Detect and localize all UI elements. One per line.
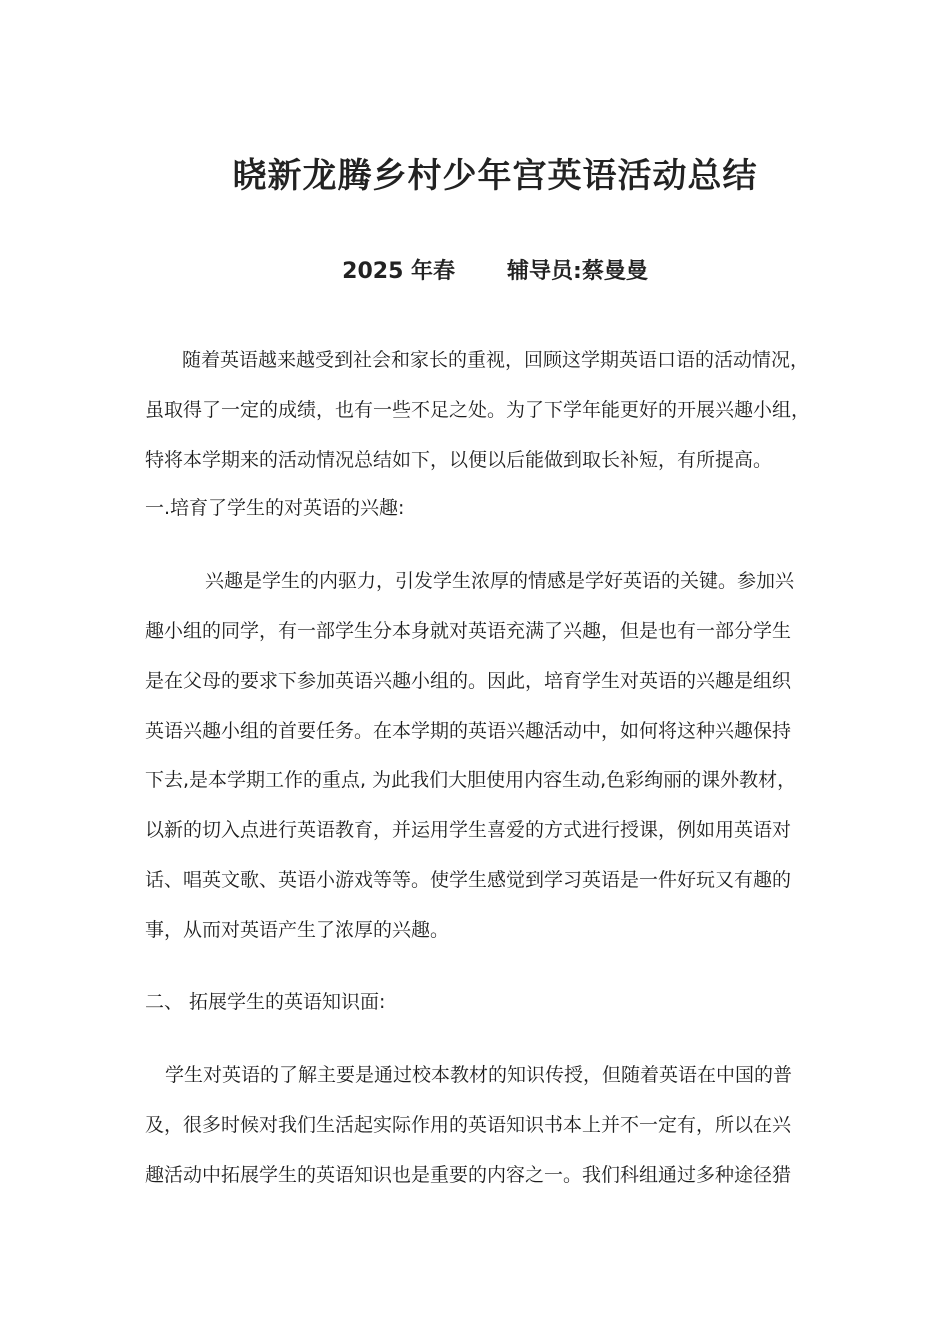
section2-line-1: 学生对英语的了解主要是通过校本教材的知识传授，但随着英语在中国的普	[165, 1064, 793, 1086]
section1-line-1: 兴趣是学生的内驱力，引发学生浓厚的情感是学好英语的关键。参加兴	[205, 570, 795, 592]
document-subtitle	[0, 254, 950, 285]
section2-heading: 二、 拓展学生的英语知识面:	[145, 991, 386, 1013]
section1-line-4: 英语兴趣小组的首要任务。在本学期的英语兴趣活动中，如何将这种兴趣保持	[145, 720, 792, 742]
section2-line-3: 趣活动中拓展学生的英语知识也是重要的内容之一。我们科组通过多种途径猎	[145, 1164, 792, 1186]
subtitle-instructor: 辅导员:蔡曼曼	[507, 259, 648, 284]
section1-heading: 一.培育了学生的对英语的兴趣:	[145, 497, 405, 519]
intro-line-3: 特将本学期来的活动情况总结如下，以便以后能做到取长补短，有所提高。	[145, 449, 773, 471]
section1-line-8: 事，从而对英语产生了浓厚的兴趣。	[145, 919, 450, 941]
subtitle-season: 2025 年春	[342, 259, 456, 284]
section1-line-2: 趣小组的同学，有一部学生分本身就对英语充满了兴趣，但是也有一部分学生	[145, 620, 792, 642]
intro-line-1: 随着英语越来越受到社会和家长的重视，回顾这学期英语口语的活动情况，	[182, 349, 810, 371]
section1-line-5: 下去,是本学期工作的重点, 为此我们大胆使用内容生动,色彩绚丽的课外教材，	[145, 769, 797, 791]
document-title: 晓新龙腾乡村少年宫英语活动总结	[232, 156, 758, 196]
section1-line-3: 是在父母的要求下参加英语兴趣小组的。因此，培育学生对英语的兴趣是组织	[145, 670, 792, 692]
section2-line-2: 及，很多时候对我们生活起实际作用的英语知识书本上并不一定有，所以在兴	[145, 1114, 792, 1136]
intro-line-2: 虽取得了一定的成绩，也有一些不足之处。为了下学年能更好的开展兴趣小组，	[145, 399, 811, 421]
section1-line-6: 以新的切入点进行英语教育，并运用学生喜爱的方式进行授课，例如用英语对	[145, 819, 792, 841]
section1-line-7: 话、唱英文歌、英语小游戏等等。使学生感觉到学习英语是一件好玩又有趣的	[145, 869, 792, 891]
